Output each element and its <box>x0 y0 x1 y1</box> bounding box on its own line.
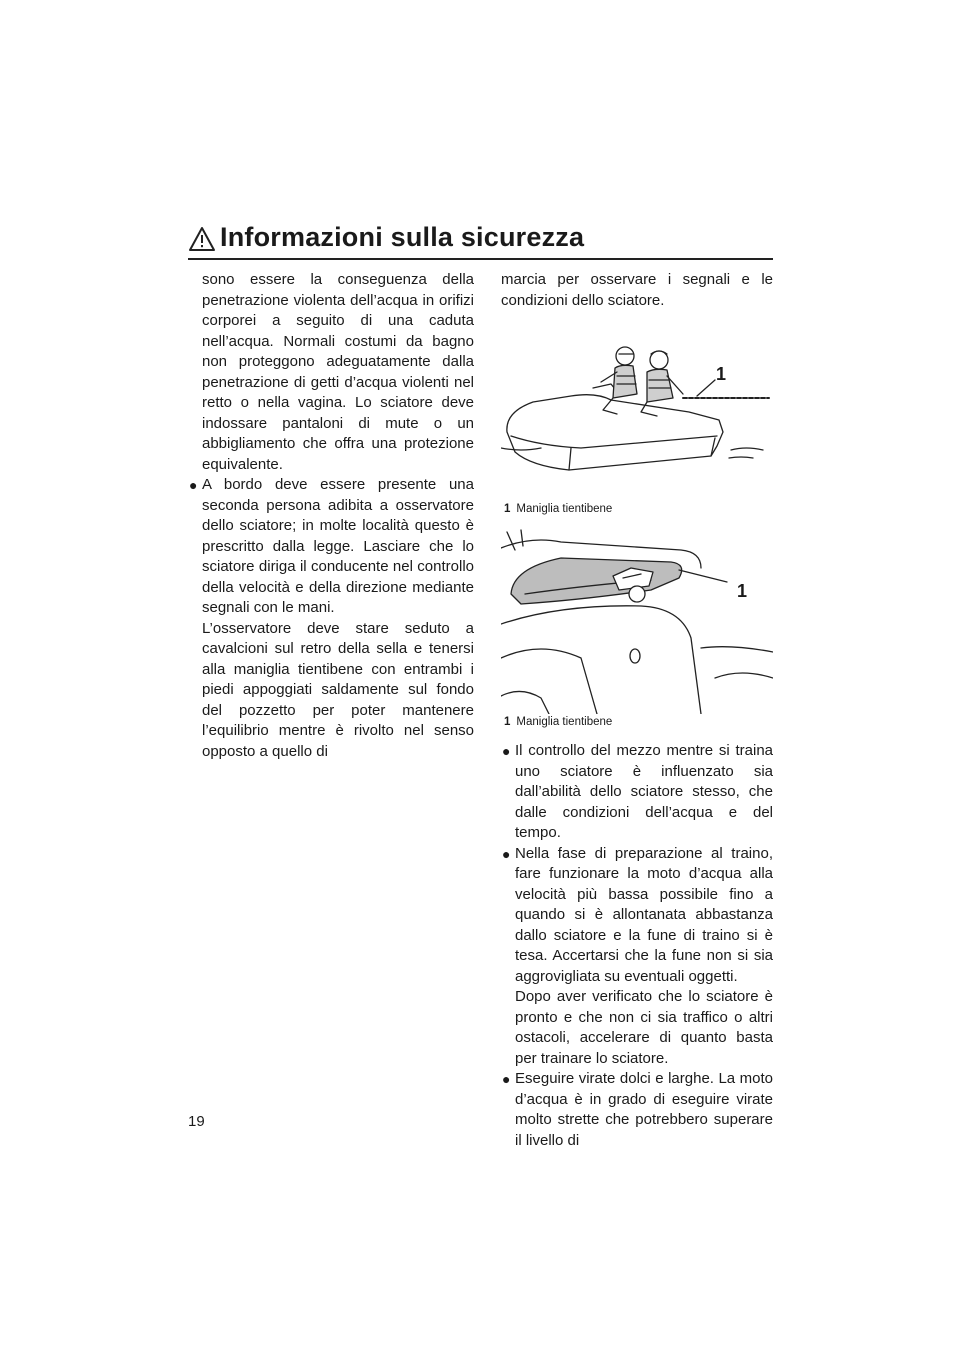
bullet-item <box>501 741 773 844</box>
bullet-item <box>501 844 773 988</box>
bullet-dot-icon: ● <box>502 1071 511 1087</box>
right-column-bullets <box>501 741 773 1151</box>
bullet-dot-icon: ● <box>502 743 511 759</box>
figure-grab-handle <box>501 528 773 714</box>
header-divider <box>188 258 773 260</box>
caption-number: 1 <box>504 716 511 728</box>
caption-number: 1 <box>504 503 511 515</box>
caption-text: Maniglia tientibene <box>516 716 613 728</box>
figure-watercraft-riders <box>501 338 773 478</box>
figure-caption <box>504 503 612 515</box>
page-header <box>188 222 773 262</box>
bullet-dot-icon: ● <box>189 477 198 493</box>
caption-text: Maniglia tientibene <box>516 503 613 515</box>
page-number: 19 <box>188 1113 205 1130</box>
bullet-dot-icon: ● <box>502 845 511 862</box>
bullet-continuation: L’osservatore deve stare seduto a cavalcioni sul retro della sella e tenersi alla maniglia tientibene con entrambi i piedi appoggiati saldamente sul fondo del pozzetto per poter mantenere l’equilibrio mentre è rivolto nel senso opposto a quello di <box>202 619 474 760</box>
right-column-top <box>501 270 773 311</box>
warning-triangle-icon <box>188 226 216 252</box>
bullet-continuation: Dopo aver verificato che lo sciatore è pronto e che non ci sia traffico o altri ostacoli, accelerare di quanto basta per trainare lo sciatore. <box>515 988 773 1067</box>
page-title: Informazioni sulla sicurezza <box>220 222 585 252</box>
continuation-paragraph: sono essere la conseguenza della penetrazione violenta dell’acqua in orifizi corporei a seguito di una caduta nell’acqua. Normali costumi da bagno non proteggono adeguatamente dalla penetrazione di getti d’acqua violenti nel retto o nella vagina. Lo sciatore deve indossare pantaloni di mute o un abbigliamento che offra una protezione equivalente. <box>202 271 474 473</box>
callout-number: 1 <box>737 581 748 601</box>
bullet-text: Il controllo del mezzo mentre si traina uno sciatore è influenzato sia dall’abilità dello sciatore stesso, che dalle condizioni dell’acqua e del tempo. <box>515 742 773 841</box>
bullet-item <box>501 1069 773 1151</box>
bullet-item <box>188 475 474 619</box>
continuation-paragraph: marcia per osservare i segnali e le condizioni dello sciatore. <box>501 271 773 309</box>
callout-number: 1 <box>716 364 727 384</box>
left-column <box>188 270 474 762</box>
figure-caption <box>504 716 612 728</box>
bullet-text: Eseguire virate dolci e larghe. La moto d’acqua è in grado di eseguire virate molto strette che potrebbero superare il livello di <box>515 1070 773 1149</box>
bullet-text: Nella fase di preparazione al traino, fare funzionare la moto d’acqua alla velocità più bassa possibile fino a quando si è allontanata abbastanza dallo sciatore e la fune di traino si è tesa. Accertarsi che la fune non si sia aggrovigliata su eventuali oggetti. <box>515 844 773 985</box>
bullet-text: A bordo deve essere presente una seconda persona adibita a osservatore dello sciatore; in molte località questo è prescritto dalla legge. Lasciare che lo sciatore diriga il conducente nel controllo della velocità e della direzione mediante segnali con le mani. <box>202 476 474 616</box>
